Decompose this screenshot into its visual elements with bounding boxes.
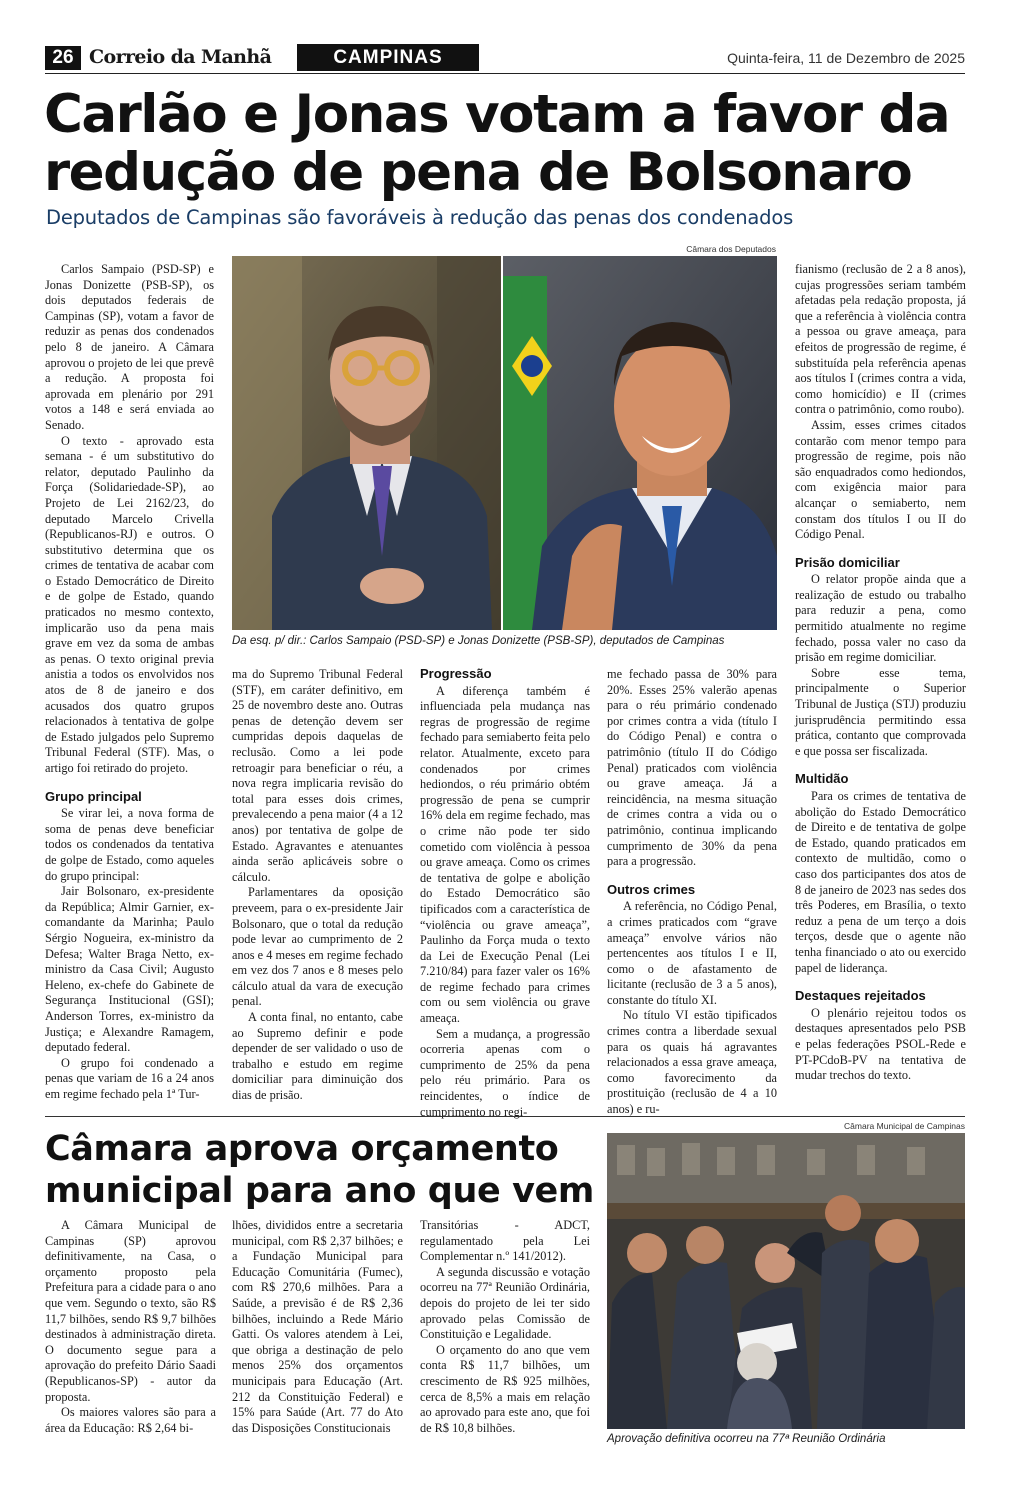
subhead-destaques-rejeitados: Destaques rejeitados xyxy=(795,988,926,1004)
paragraph: Assim, esses crimes citados contarão com menor tempo para progressão de regime, pois não são enquadrados como hediondos, com exigência maior para alcançar o semiaberto, nem constam dos títulos I ou II do Código Penal. xyxy=(795,417,966,542)
photo-credit: Câmara dos Deputados xyxy=(686,244,776,254)
story1-column-4 xyxy=(607,667,777,1118)
page-number: 26 xyxy=(45,46,81,70)
paragraph: fianismo (reclusão de 2 a 8 anos), cujas progressões seriam também afetadas pela redação proposta, já que a referência à violência contra a pessoa ou grave ameaça, para efeitos de progressão de regime, é substituída pela referência apenas aos títulos I (crimes contra a vida, como homicídio) e II (crimes contra o patrimônio, como roubo). xyxy=(795,262,966,417)
subhead-grupo-principal: Grupo principal xyxy=(45,788,142,804)
subhead-multidao: Multidão xyxy=(795,771,849,787)
paragraph: Os maiores valores são para a área da Educação: R$ 2,64 bi- xyxy=(45,1405,216,1435)
newspaper-name: Correio da Manhã xyxy=(89,46,272,68)
story1-column-3 xyxy=(420,654,590,1120)
paragraph: Para os crimes de tentativa de abolição do Estado Democrático de Direito e de tentativa de golpe de Estado, quando praticados em contexto de multidão, como o caso dos participantes dos atos de 8 de janeiro de 2023 nas sedes dos três Poderes, em Brasília, o texto reduz a pena de um terço a dois terços, desde que o agente não tenha financiado o ato ou exercido papel de liderança. xyxy=(795,789,966,975)
paragraph: lhões, divididos entre a secretaria municipal, com R$ 2,37 bilhões; e a Fundação Municipal para Educação Comunitária (Fumec), com R$ 270,6 milhões. Para a Saúde, a previsão é de R$ 2,36 bilhões, incluindo a Rede Mário Gatti. Os valores atendem à Lei, que obriga a destinação de pelo menos 25% dos orçamentos municipais para Educação (Art. 212 da Constituição Federal) e 15% para Saúde (Art. 77 do Ato das Disposições Constitucionais xyxy=(232,1218,403,1435)
paragraph: A conta final, no entanto, cabe ao Supremo definir e pode depender de ser validado o uso de trabalho e estudo em regime domiciliar para diminuição dos dias de prisão. xyxy=(232,1010,403,1103)
paragraph: Sobre esse tema, principalmente o Superior Tribunal de Justiça (STJ) produziu jurisprudência permitindo essa prática, contanto que comprovada e que possa ser fiscalizada. xyxy=(795,665,966,758)
story1-column-5 xyxy=(795,262,966,1084)
paragraph: O grupo foi condenado a penas que variam de 16 a 24 anos em regime fechado pela 1ª Tur- xyxy=(45,1055,214,1101)
paragraph: A segunda discussão e votação ocorreu na 77ª Reunião Ordinária, depois do projeto de lei ter sido aprovado pelas Comissão de Constituição e Legalidade. xyxy=(420,1264,590,1342)
paragraph: ma do Supremo Tribunal Federal (STF), em caráter definitivo, em 25 de novembro deste ano. Outras penas de detenção devem ser cumpridas depois daquelas de reclusão. Como a lei pode retroagir para beneficiar o réu, a nova regra implicaria revisão do total para esses dois crimes, prevalecendo a pena maior (4 a 12 anos) por tentativa de golpe de Estado. Agravantes e atenuantes ainda serão aplicáveis sobre o cálculo. xyxy=(232,667,403,884)
subhead-outros-crimes: Outros crimes xyxy=(607,881,696,897)
paragraph: Se virar lei, a nova forma de soma de penas deve beneficiar todos os condenados da tentativa de golpe de Estado, como aqueles do grupo principal: xyxy=(45,806,214,883)
main-headline: Carlão e Jonas votam a favor da redução de pena de Bolsonaro xyxy=(44,84,950,203)
story2-column-1 xyxy=(45,1218,216,1436)
paragraph: Sem a mudança, a progressão ocorreria apenas com o cumprimento de 25% da pena pelo réu primário. Para os reincidentes, o índice de cumprimento no regi- xyxy=(420,1026,590,1119)
flag-blue xyxy=(521,355,543,377)
story2-column-2 xyxy=(232,1218,403,1436)
story-divider xyxy=(45,1116,965,1117)
subhead-progressao: Progressão xyxy=(420,666,492,681)
photo-credit-2: Câmara Municipal de Campinas xyxy=(844,1121,965,1131)
issue-date: Quinta-feira, 11 de Dezembro de 2025 xyxy=(727,50,965,66)
story1-column-1 xyxy=(45,262,214,1102)
story2-column-3 xyxy=(420,1218,590,1436)
paragraph: O plenário rejeitou todos os destaques apresentados pelo PSB e pelas federações PSOL-Rede e PT-PCdoB-PV na tentativa de mudar trechos do texto. xyxy=(795,1005,966,1083)
photo-caption: Da esq. p/ dir.: Carlos Sampaio (PSD-SP) e Jonas Donizette (PSB-SP), deputados de Campinas xyxy=(232,635,725,647)
paragraph: Transitórias - ADCT, regulamentado pela Lei Complementar n.º 141/2012). xyxy=(420,1218,590,1264)
paragraph: Jair Bolsonaro, ex-presidente da República; Almir Garnier, ex-comandante da Marinha; Paulo Sérgio Nogueira, ex-ministro da Defesa; Walter Braga Netto, ex-ministro da Casa Civil; Augusto Heleno, ex-chefe do Gabinete de Segurança Institucional (GSI); Anderson Torres, ex-ministro da Justiça; e Alexandre Ramagem, deputado federal. xyxy=(45,884,214,1055)
section-tag: CAMPINAS xyxy=(297,44,479,71)
paragraph: A diferença também é influenciada pela mudança nas regras de progressão de regime fechado para semiaberto feita pelo relator. Atualmente, exceto para condenados por crimes hediondos, o réu primário obtém progressão de pena se cumprir 16% dela em regime fechado, mas o crime não pode ter sido cometido com violência à pessoa ou grave ameaça. Como os crimes de tentativa de golpe e abolição do Estado Democrático são tipificados com a característica de “violência ou grave ameaça”, Paulinho da Força muda o texto da Lei de Execução Penal (Lei 7.210/84) para fazer valer os 16% de regime fechado para crimes com ou sem violência ou grave ameaça. xyxy=(420,683,590,1026)
story1-column-2 xyxy=(232,667,403,1104)
paragraph: O relator propõe ainda que a realização de estudo ou trabalho para reduzir a pena, como permitido atualmente no regime fechado, possa valer no caso da prisão em regime domiciliar. xyxy=(795,572,966,665)
deck: Deputados de Campinas são favoráveis à redução das penas dos condenados xyxy=(46,206,794,229)
photo-caption-2: Aprovação definitiva ocorreu na 77ª Reunião Ordinária xyxy=(607,1433,886,1445)
secondary-headline: Câmara aprova orçamento municipal para ano que vem xyxy=(45,1129,594,1211)
deputies-photo xyxy=(232,256,777,630)
masthead xyxy=(45,44,965,74)
paragraph: Carlos Sampaio (PSD-SP) e Jonas Donizette (PSB-SP), os dois deputados federais de Campinas (SP), votam a favor de reduzir as penas dos condenados pelo 8 de janeiro. A Câmara aprovou o projeto de lei que prevê a redução. A proposta foi aprovada em plenário por 291 votos a 148 e será enviada ao Senado. xyxy=(45,262,214,432)
paragraph: me fechado passa de 30% para 20%. Esses 25% valerão apenas para o réu primário condenado por crimes contra a vida (título I do Código Penal) e contra o patrimônio (título II do Código Penal) praticados com violência ou grave ameaça. Já a reincidência, na mesma situação de crimes contra a vida ou o patrimônio, continua implicando cumprimento de 30% da pena para a progressão. xyxy=(607,667,777,869)
paragraph: Parlamentares da oposição preveem, para o ex-presidente Jair Bolsonaro, que o total da redução pode levar ao cumprimento de 2 anos e 4 meses em regime fechado em vez dos 7 anos e 8 meses pelo cálculo atual da vara de execução penal. xyxy=(232,885,403,1009)
paragraph: A Câmara Municipal de Campinas (SP) aprovou definitivamente, na Casa, o orçamento proposto pela Prefeitura para a cidade para o ano que vem. Segundo o texto, são R$ 11,7 bilhões, sendo R$ 9,7 bilhões destinados à administração direta. O documento segue para a aprovação do prefeito Dário Saadi (Republicanos-SP) - autor da proposta. xyxy=(45,1218,216,1404)
subhead-prisao-domiciliar: Prisão domiciliar xyxy=(795,554,900,570)
paragraph: O orçamento do ano que vem conta R$ 11,7 bilhões, um crescimento de R$ 925 milhões, cerca de 8,5% a mais em relação ao aprovado para este ano, que foi de R$ 10,8 bilhões. xyxy=(420,1342,590,1435)
paragraph: O texto - aprovado esta semana - é um substitutivo do relator, deputado Paulinho da Força (Solidariedade-SP), ao Projeto de Lei 2162/23, do deputado Marcelo Crivella (Republicanos-RJ) e outros. O substitutivo determina que os crimes de tentativa de acabar com o Estado Democrático de Direito e de golpe de Estado, quando praticados no mesmo contexto, implicarão uso da pena mais grave em vez da soma de ambas as penas. O texto original previa anistia a todos os envolvidos nos atos de 8 de janeiro e dos acusados dos quatro grupos relacionados à tentativa de golpe de Estado julgados pelo Supremo Tribunal Federal (STF). Mas, o artigo foi retirado do projeto. xyxy=(45,433,214,775)
council-session-photo xyxy=(607,1133,965,1429)
paragraph: No título VI estão tipificados crimes contra a liberdade sexual para os quais há agravantes relacionados a essa grave ameaça, como favorecimento da prostituição (reclusão de 4 a 10 anos) e ru- xyxy=(607,1008,777,1117)
paragraph: A referência, no Código Penal, a crimes praticados com “grave ameaça” envolve vários não pertencentes aos títulos I e II, como o de afastamento de licitante (reclusão de 3 a 5 anos), constante do título XI. xyxy=(607,899,777,1007)
